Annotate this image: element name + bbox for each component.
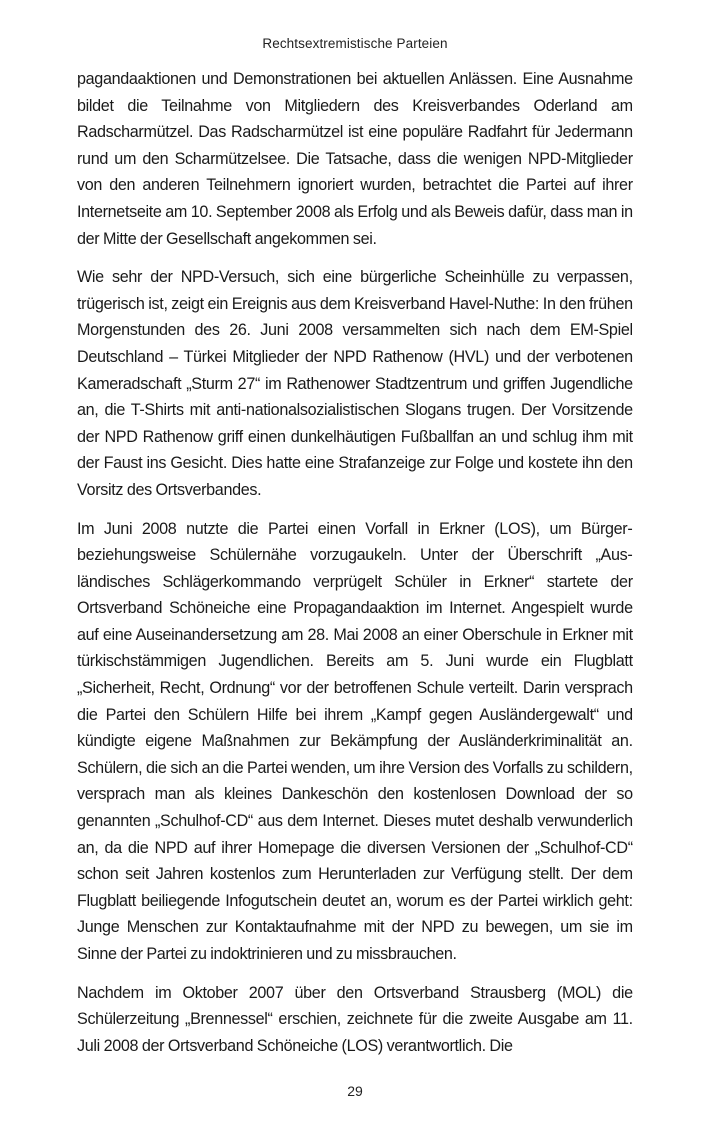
body-text bbox=[77, 66, 633, 1071]
paragraph-4: Nachdem im Oktober 2007 über den Ortsverband Strausberg (MOL) die Schülerzeitung „Brennessel“ erschien, zeichnete für die zweite Ausgabe am 11. Juli 2008 der Ortsverband Schöneiche (LOS) verantwortlich. Die bbox=[77, 982, 633, 1055]
paragraph-2: Wie sehr der NPD-Versuch, sich eine bürgerliche Scheinhülle zu verpassen, trügerisch ist, zeigt ein Ereignis aus dem Kreisverband Havel-Nuthe: In den frühen Morgenstunden des 26. Juni 2008 versammelten sich nach dem EM-Spiel Deutschland – Türkei Mitglieder der NPD Rathenow (HVL) und der verbotenen Kameradschaft „Sturm 27“ im Rathenower Stadtzentrum und griffen Jugendliche an, die T-Shirts mit anti-nationalsozialistischen Slogans trugen. Der Vorsitzende der NPD Rathenow griff einen dunkelhäutigen Fußballfan an und schlug ihm mit der Faust ins Gesicht. Dies hatte eine Strafanzeige zur Folge und kostete ihn den Vorsitz des Ortsverbandes. bbox=[77, 267, 633, 499]
running-head: Rechtsextremistische Parteien bbox=[262, 36, 448, 51]
paragraph-1: pagandaaktionen und Demonstrationen bei aktuellen Anlässen. Eine Ausnahme bildet die Teilnahme von Mitgliedern des Kreisverbandes Oderland am Radscharmützel. Das Radscharmützel ist eine populäre Radfahrt für Jedermann rund um den Scharmützelsee. Die Tatsache, dass die wenigen NPD-Mitglieder von den anderen Teilnehmern ignoriert wurden, betrachtet die Partei auf ihrer Internetseite am 10. September 2008 als Erfolg und als Beweis dafür, dass man in der Mitte der Gesellschaft angekommen sei. bbox=[77, 69, 633, 248]
page-number: 29 bbox=[347, 1083, 363, 1099]
paragraph-3: Im Juni 2008 nutzte die Partei einen Vorfall in Erkner (LOS), um Bürgerbeziehungsweise Schülernähe vorzugaukeln. Unter der Überschrift „Ausländisches Schlägerkommando verprügelt Schüler in Erkner“ startete der Ortsverband Schöneiche eine Propagandaaktion im Internet. Angespielt wurde auf eine Auseinandersetzung am 28. Mai 2008 an einer Oberschule in Erkner mit türkischstämmigen Jugendlichen. Bereits am 5. Juni wurde ein Flugblatt „Sicherheit, Recht, Ordnung“ vor der betroffenen Schule verteilt. Darin versprach die Partei den Schülern Hilfe bei ihrem „Kampf gegen Ausländergewalt“ und kündigte eigene Maßnahmen zur Bekämpfung der Ausländerkriminalität an. Schülern, die sich an die Partei wenden, um ihre Version des Vorfalls zu schildern, versprach man als kleines Dankeschön den kostenlosen Download der so genannten „Schulhof-CD“ aus dem Internet. Dieses mutet deshalb verwunderlich an, da die NPD auf ihrer Homepage die diversen Versionen der „Schulhof-CD“ schon seit Jahren kostenlos zum Herunterladen zur Verfügung stellt. Der dem Flugblatt beiliegende Infogutschein deutet an, worum es der Partei wirklich geht: Junge Menschen zur Kontaktaufnahme mit der NPD zu bewegen, um sie im Sinne der Partei zu indoktrinieren und zu missbrauchen. bbox=[77, 518, 633, 963]
